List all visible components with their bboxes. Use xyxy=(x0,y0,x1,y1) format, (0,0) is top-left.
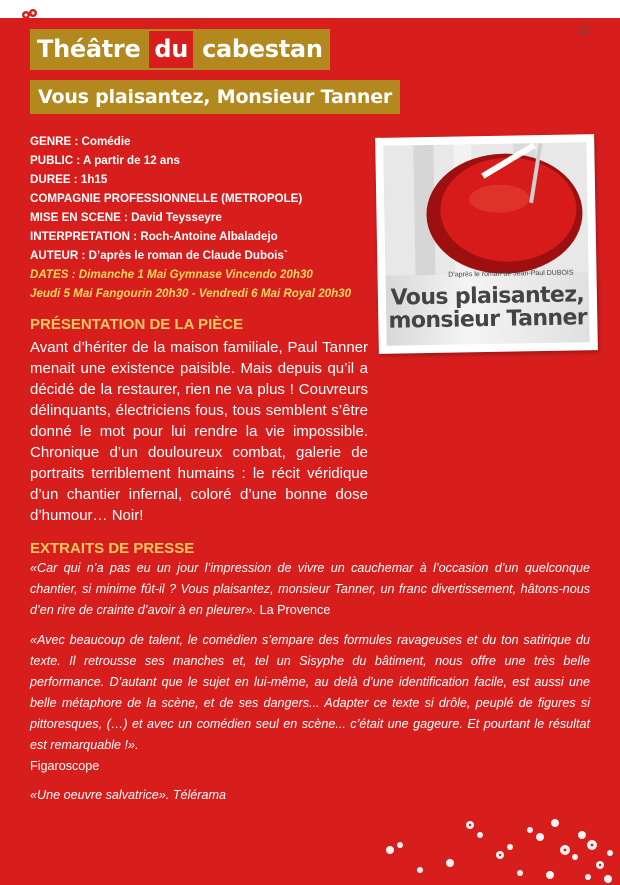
quote-2-source: Figaroscope xyxy=(30,759,100,773)
paint-can-illustration xyxy=(383,142,588,276)
info-duree: DUREE : 1h15 xyxy=(30,173,108,186)
press-quote-2 xyxy=(30,630,590,777)
play-info xyxy=(30,132,351,303)
presentation-heading: PRÉSENTATION DE LA PIÈCE xyxy=(30,316,244,333)
poster-credit: D’après le roman de Jean-Paul DUBOIS xyxy=(448,269,574,279)
presentation-text: Avant d’hériter de la maison familiale, Paul Tanner menait une existence paisible. Mais depuis qu’il a décidé de la restaurer, rien ne va plus ! Couvreurs délinquants, électriciens fous, tous semblent s’être donné le mot pour lui rendre la vie impossible. Chronique d’un douloureux combat, galerie de portraits terriblement humains : le récit véridique d’un chantier infernal, coloré d’une bonne dose d’humour… Noir! xyxy=(30,339,368,524)
header-du: du xyxy=(147,29,195,70)
quote-3-source: Télérama xyxy=(172,788,227,802)
theatre-header xyxy=(30,29,330,70)
header-cabestan: cabestan xyxy=(195,29,330,70)
quote-2-text: «Avec beaucoup de talent, le comédien s’empare des formules ravageuses et du ton satirique du texte. Il retrousse ses manches et, tel un Sisyphe du bâtiment, nous offre une très belle performance. D’autant que le sujet en lui-même, au delà d’une identification facile, est aussi une belle métaphore de la scène, et de ses dangers... Adapter ce texte si drôle, peuplé de figures si pittoresques, (…) et avec un comédien seul en scène... c’était une gageure. Et pourtant le résultat est remarquable !». xyxy=(30,633,590,752)
poster-image xyxy=(383,142,589,346)
poster-photo xyxy=(375,134,598,354)
info-dates-2: Jeudi 5 Mai Fangourin 20h30 - Vendredi 6 Mai Royal 20h30 xyxy=(30,287,352,300)
press-heading: EXTRAITS DE PRESSE xyxy=(30,540,195,557)
info-auteur: AUTEUR : D’après le roman de Claude Dubois` xyxy=(30,249,288,262)
info-public: PUBLIC : A partir de 12 ans xyxy=(30,154,180,167)
quote-3-text: «Une oeuvre salvatrice». xyxy=(30,788,170,802)
page-number: 17 xyxy=(577,25,590,37)
info-mise-en-scene: MISE EN SCENE : David Teysseyre xyxy=(30,211,222,224)
info-interpretation: INTERPRETATION : Roch-Antoine Albaladejo xyxy=(30,230,278,243)
flower-decoration-icon xyxy=(20,8,42,22)
info-compagnie: COMPAGNIE PROFESSIONNELLE (METROPOLE) xyxy=(30,192,303,205)
press-quote-1 xyxy=(30,558,590,621)
info-dates-1: DATES : Dimanche 1 Mai Gymnase Vincendo 20h30 xyxy=(30,268,313,281)
info-genre: GENRE : Comédie xyxy=(30,135,131,148)
poster-title-line2: monsieur Tanner xyxy=(388,305,588,334)
play-title: Vous plaisantez, Monsieur Tanner xyxy=(30,80,400,114)
quote-1-text: «Car qui n’a pas eu un jour l’impression de vivre un cauchemar à l’occasion d’un quelconque chantier, si minime fût-il ? Vous plaisantez, monsieur Tanner, un franc divertissement, hâtons-nous d’en rire de crainte d’avoir à en pleurer». xyxy=(30,561,590,617)
cherry-blossom-icon xyxy=(360,795,620,885)
header-theatre: Théâtre xyxy=(30,29,147,70)
quote-1-source: La Provence xyxy=(259,603,331,617)
poster-title-line1: Vous plaisantez, xyxy=(390,282,585,311)
